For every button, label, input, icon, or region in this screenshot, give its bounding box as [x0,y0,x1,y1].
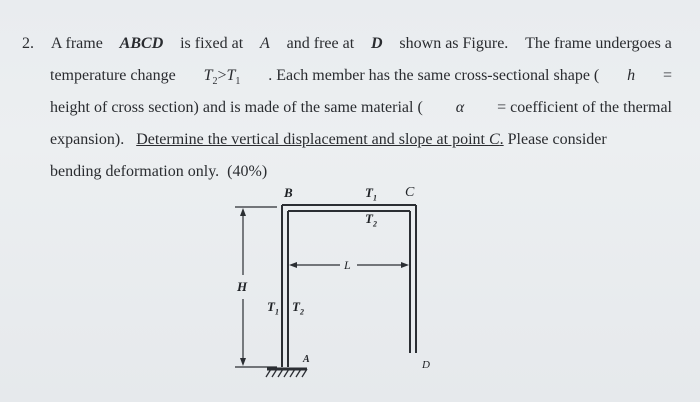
label-left-t2: $T_2$ [292,299,304,317]
label-a: A [303,354,310,365]
label-top-t2: $T_2$ [365,211,377,229]
l-arrow-left [289,262,297,268]
h-arrow-top [240,208,246,216]
l-arrow-right [401,262,409,268]
label-l: L [344,258,351,272]
label-h: H [237,279,248,294]
h-arrow-bottom [240,358,246,366]
problem-text [22,28,672,188]
problem-number: 2. [22,35,34,52]
problem-line-3: height of cross section) and is made of the same material ( α = coefficient of the thermal [50,99,672,116]
label-d: D [422,359,430,371]
problem-line-4: expansion). Determine the vertical displacement and slope at point C. Please consider [50,131,607,148]
frame-drawing [225,183,450,383]
label-top-t1: $T_1$ [365,185,377,203]
problem-line-5: bending deformation only. (40%) [50,163,268,180]
problem-line-1: 2. A frame ABCD is fixed at A and free at D shown as Figure. The frame undergoes a [22,28,672,60]
label-b: B [284,185,293,200]
frame-figure [225,183,450,383]
label-c: C [405,185,415,200]
label-left-t1: $T_1$ [267,299,279,317]
problem-line-2: temperature change $T_2>T_1$ . Each member has the same cross-sectional shape ( h = [50,67,672,88]
